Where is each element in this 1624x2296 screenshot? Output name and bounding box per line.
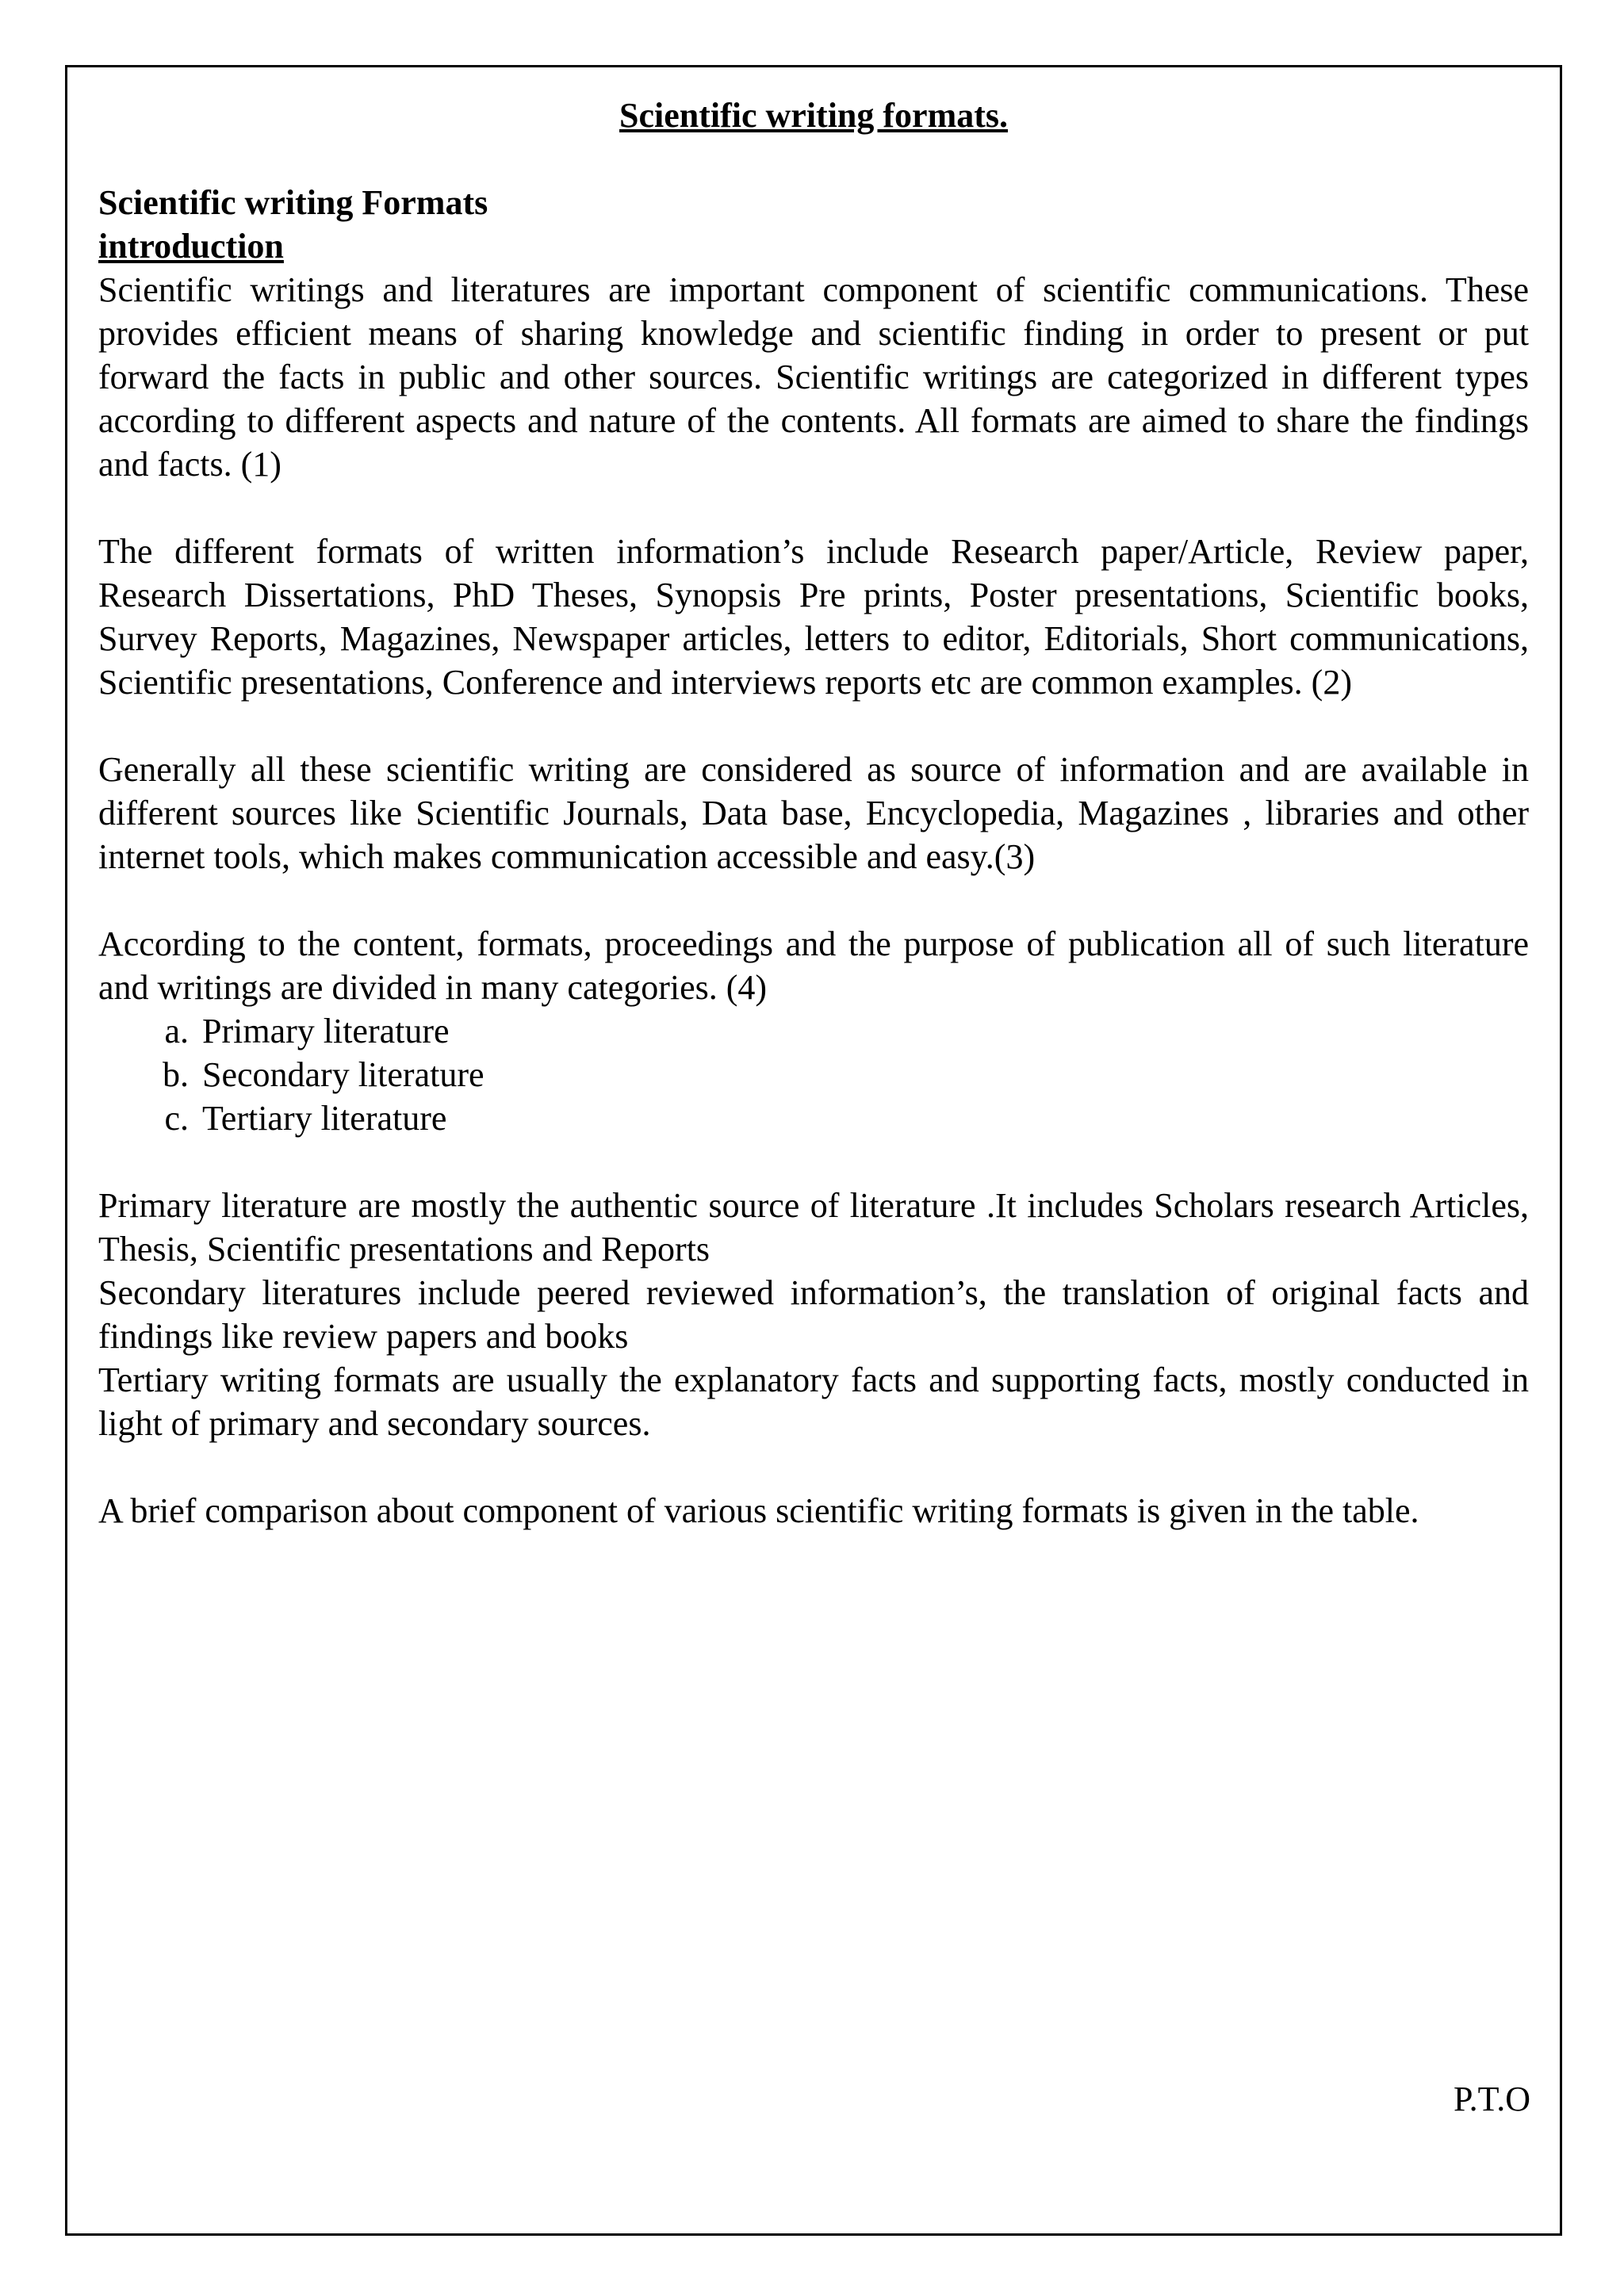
spacer	[98, 1140, 1529, 1184]
paragraph-formats: The different formats of written information’s include Research paper/Article, Review paper, Research Dissertations, PhD Theses, Synopsis Pre prints, Poster presentations, Scientific books, Survey Reports, Magazines, Newspaper articles, letters to editor, Editorials, Short communications, Scientific presentations, Conference and interviews reports etc are common examples. (2)	[98, 532, 1529, 702]
spacer	[98, 1445, 1529, 1489]
spacer	[98, 704, 1529, 748]
list-item: b. Secondary literature	[197, 1053, 1529, 1096]
paragraph-sources: Generally all these scientific writing are considered as source of information and are available in different sources like Scientific Journals, Data base, Encyclopedia, Magazines , libraries and other internet tools, which makes communication accessible and easy.(3)	[98, 750, 1529, 876]
paragraph-categories: According to the content, formats, proceedings and the purpose of publication all of such literature and writings are divided in many categories. (4)	[98, 924, 1529, 1007]
paragraph-intro: Scientific writings and literatures are important component of scientific communications. These provides efficient means of sharing knowledge and scientific finding in order to present or put forward the facts in public and other sources. Scientific writings are categorized in different types according to different aspects and nature of the contents. All formats are aimed to share the findings and facts. (1)	[98, 270, 1529, 484]
document-title: Scientific writing formats.	[619, 96, 1008, 135]
spacer	[98, 137, 1529, 181]
spacer	[98, 878, 1529, 922]
document-body	[98, 94, 1529, 1533]
list-item: a. Primary literature	[197, 1009, 1529, 1053]
paragraph-primary: Primary literature are mostly the authentic source of literature .It includes Scholars research Articles, Thesis, Scientific presentations and Reports	[98, 1186, 1529, 1269]
paragraph-tertiary: Tertiary writing formats are usually the explanatory facts and supporting facts, mostly conducted in light of primary and secondary sources.	[98, 1360, 1529, 1443]
introduction-subheading: introduction	[98, 227, 284, 266]
category-list	[98, 1009, 1529, 1140]
paragraph-secondary: Secondary literatures include peered reviewed information’s, the translation of original facts and findings like review papers and books	[98, 1273, 1529, 1356]
paragraph-closing: A brief comparison about component of various scientific writing formats is given in the table.	[98, 1491, 1419, 1530]
section-heading: Scientific writing Formats	[98, 183, 488, 222]
list-item: c. Tertiary literature	[197, 1096, 1529, 1140]
page-footer-pto: P.T.O	[1454, 2080, 1530, 2118]
spacer	[98, 486, 1529, 530]
